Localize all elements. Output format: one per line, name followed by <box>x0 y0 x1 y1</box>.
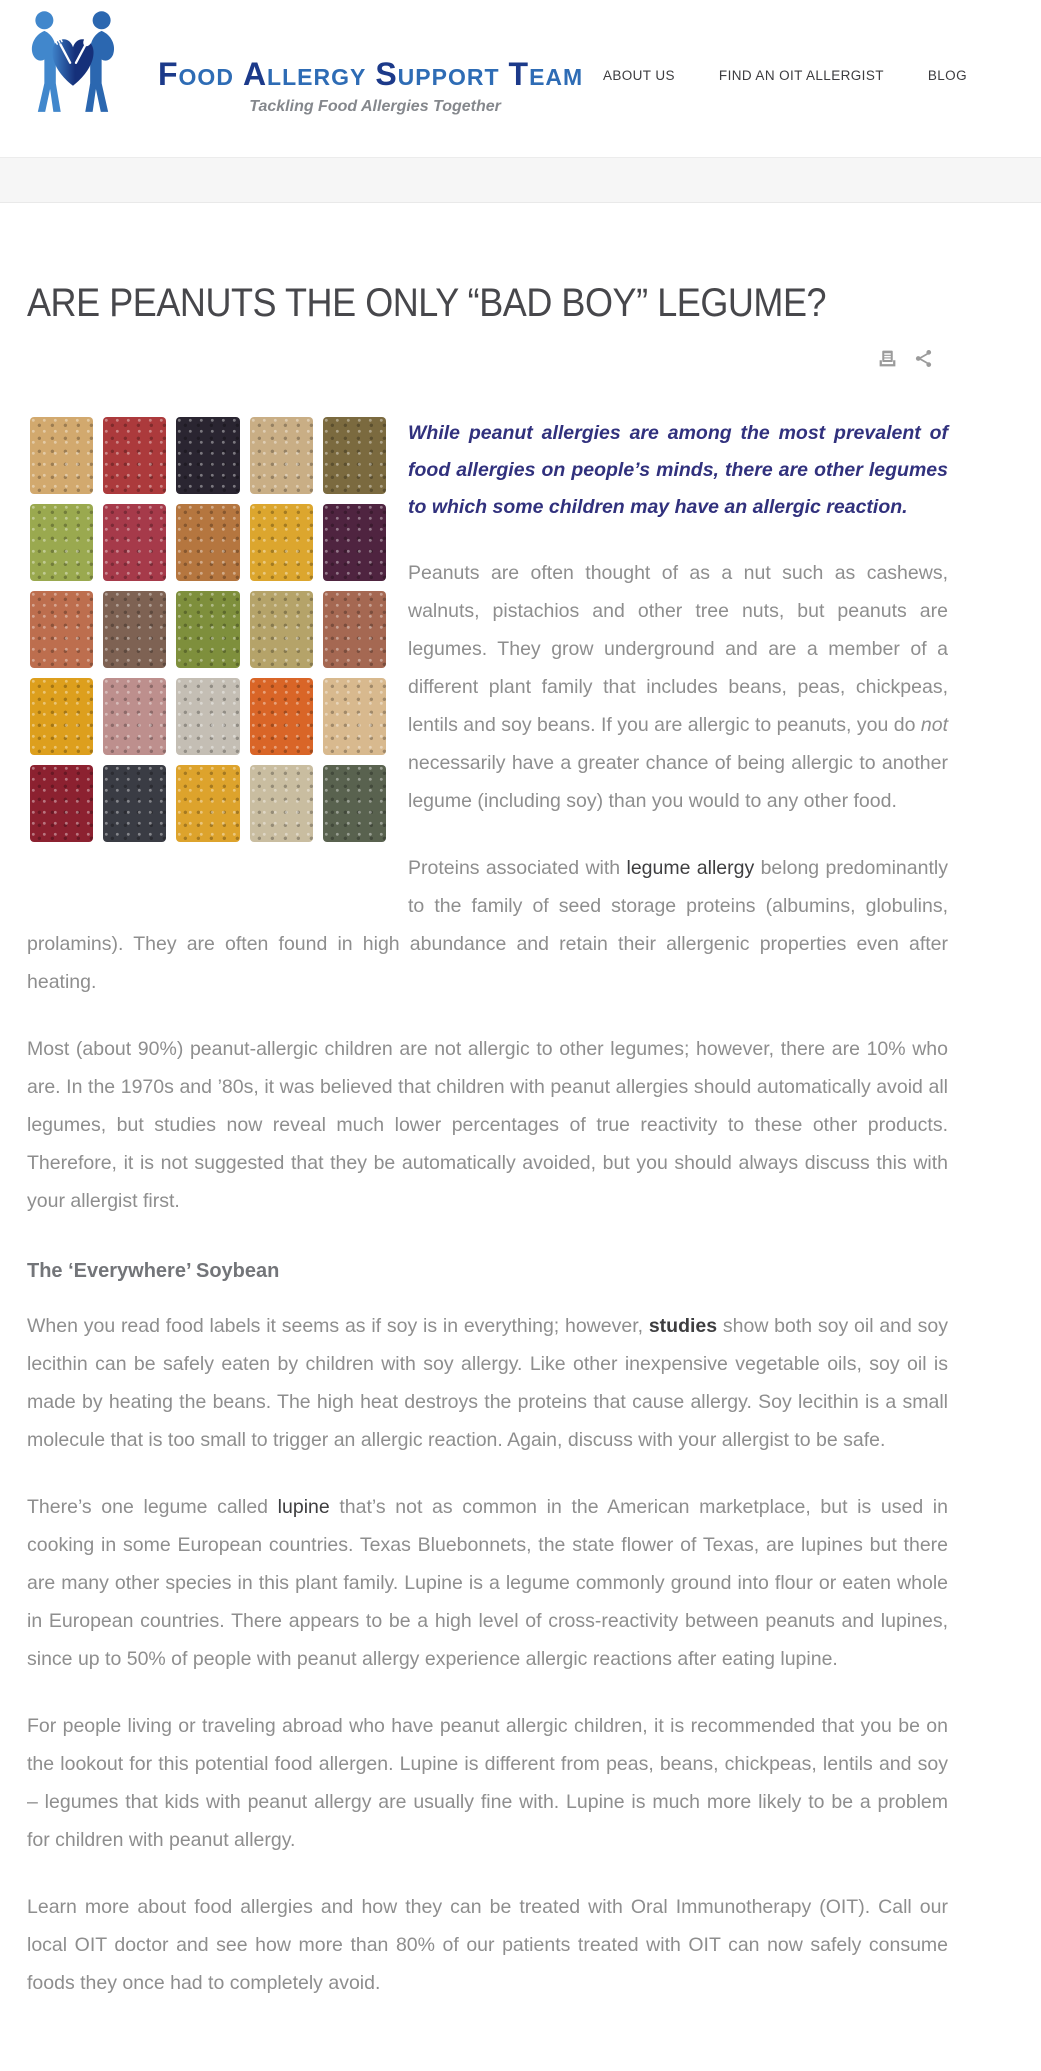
paragraph-lupine: There’s one legume called lupine that’s not as common in the American marketplace, but is used in cooking in some European countries. Texas Bluebonnets, the state flower of Texas, are lupines but there are many other species in this plant family. Lupine is a legume commonly ground into flour or eaten whole in European countries. There appears to be a high level of cross-reactivity between peanuts and lupines, since up to 50% of people with peanut allergy experience allergic reactions after eating lupine. <box>27 1496 948 1670</box>
legume-cell <box>176 417 239 494</box>
legume-cell <box>30 417 93 494</box>
legume-cell <box>250 417 313 494</box>
brand-tagline: Tackling Food Allergies Together <box>249 98 501 115</box>
legume-cell <box>176 678 239 755</box>
share-icon <box>913 357 934 372</box>
legume-cell <box>103 504 166 581</box>
logo-people-heart-icon <box>28 8 118 134</box>
site-header <box>0 0 1041 157</box>
section-heading-soybean: The ‘Everywhere’ Soybean <box>27 1260 280 1282</box>
legume-allergy-link[interactable]: legume allergy <box>626 857 755 879</box>
legume-cell <box>250 765 313 842</box>
legume-cell <box>103 591 166 668</box>
legume-cell <box>176 504 239 581</box>
legume-cell <box>30 504 93 581</box>
legume-cell <box>323 765 386 842</box>
legume-cell <box>250 678 313 755</box>
brand-name: FOOD ALLERGY SUPPORT TEAM <box>158 56 584 92</box>
legume-cell <box>323 591 386 668</box>
legume-cell <box>30 765 93 842</box>
paragraph-traveling-abroad: For people living or traveling abroad who have peanut allergic children, it is recommended that you be on the lookout for this potential food allergen. Lupine is different from peas, beans, chickpeas, lentils and soy – legumes that kids with peanut allergy are usually fine with. Lupine is much more likely to be a problem for children with peanut allergy. <box>27 1715 948 1851</box>
legume-cell <box>323 417 386 494</box>
legume-assortment-image <box>30 417 386 842</box>
main-content <box>0 203 1041 2071</box>
legume-cell <box>30 678 93 755</box>
blog-article <box>0 203 1041 2071</box>
article-body <box>27 413 948 2002</box>
nav-item-blog[interactable]: BLOG <box>927 68 967 83</box>
site-logo[interactable] <box>28 8 584 134</box>
main-nav <box>603 68 967 83</box>
nav-item-about-us[interactable]: ABOUT US <box>602 68 675 83</box>
legume-cell <box>250 591 313 668</box>
paragraph-ninety-percent: Most (about 90%) peanut-allergic children are not allergic to other legumes; however, there are 10% who are. In the 1970s and ’80s, it was believed that children with peanut allergies should automatically avoid all legumes, but studies now reveal much lower percentages of true reactivity to these other products. Therefore, it is not suggested that they be automatically avoided, but you should always discuss this with your allergist first. <box>27 1038 948 1212</box>
print-button[interactable] <box>877 348 898 369</box>
emphasis-not: not <box>920 714 948 736</box>
legume-cell <box>103 765 166 842</box>
breadcrumb-bar <box>0 157 1041 203</box>
paragraph-peanuts-are-legumes: Peanuts are often thought of as a nut such as cashews, walnuts, pistachios and other tree nuts, but peanuts are legumes. They grow underground and are a member of a different plant family that includes beans, peas, chickpeas, lentils and soy beans. If you are allergic to peanuts, you do not necessarily have a greater chance of being allergic to another legume (including soy) than you would to any other food. <box>408 562 948 812</box>
legume-cell <box>103 678 166 755</box>
paragraph-soy: When you read food labels it seems as if soy is in everything; however, studies show both soy oil and soy lecithin can be safely eaten by children with soy allergy. Like other inexpensive vegetable oils, soy oil is made by heating the beans. The high heat destroys the proteins that cause allergy. Soy lecithin is a small molecule that is too small to trigger an allergic reaction. Again, discuss with your allergist to be safe. <box>27 1315 948 1451</box>
legume-cell <box>176 591 239 668</box>
legume-cell <box>176 765 239 842</box>
intro-paragraph: While peanut allergies are among the most prevalent of food allergies on people’s minds, there are other legumes to which some children may have an allergic reaction. <box>408 422 948 518</box>
legume-cell <box>323 678 386 755</box>
legume-cell <box>30 591 93 668</box>
share-button[interactable] <box>913 348 934 369</box>
lupine-link[interactable]: lupine <box>277 1496 330 1518</box>
paragraph-proteins: Proteins associated with legume allergy belong predominantly to the family of seed storage proteins (albumins, globulins, prolamins). They are often found in high abundance and retain their allergenic properties even after heating. <box>27 857 948 993</box>
legume-grid <box>30 417 386 842</box>
page-title: ARE PEANUTS THE ONLY “BAD BOY” LEGUME? <box>27 281 827 325</box>
print-icon <box>877 357 898 372</box>
legume-cell <box>250 504 313 581</box>
paragraph-learn-more-oit: Learn more about food allergies and how they can be treated with Oral Immunotherapy (OIT). Call our local OIT doctor and see how more than 80% of our patients treated with OIT can now safely consume foods they once had to completely avoid. <box>27 1896 948 1994</box>
legume-cell <box>103 417 166 494</box>
nav-item-find-an-oit-allergist[interactable]: FIND AN OIT ALLERGIST <box>718 68 884 83</box>
article-toolbar <box>27 348 934 369</box>
studies-link[interactable]: studies <box>648 1315 718 1337</box>
legume-cell <box>323 504 386 581</box>
